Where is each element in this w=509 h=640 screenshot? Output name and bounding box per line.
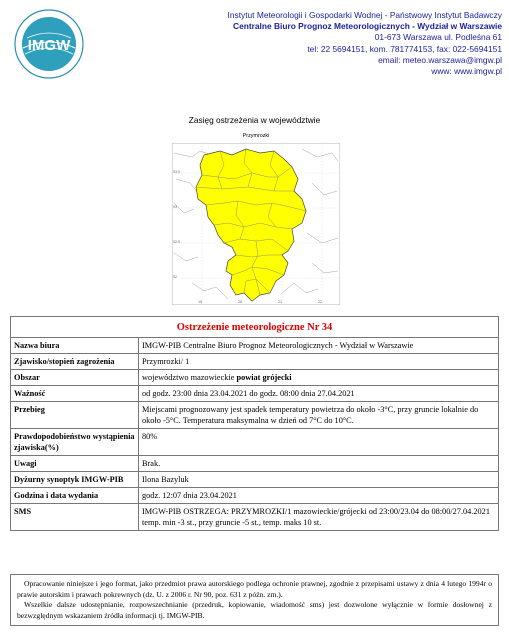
- svg-text:52.5: 52.5: [173, 240, 181, 244]
- row-key: Przebieg: [11, 402, 139, 429]
- voivodeship-map: [172, 143, 340, 305]
- website: www: www.imgw.pl: [431, 66, 502, 77]
- phones: tel: 22 5694151, kom. 781774153, fax: 022-5694151: [307, 43, 502, 54]
- area-voivodeship: województwo mazowieckie: [142, 373, 237, 382]
- row-key: Uwagi: [11, 456, 139, 472]
- row-value: [139, 370, 499, 386]
- svg-text:22: 22: [318, 300, 323, 304]
- imgw-logo: [13, 8, 85, 80]
- row-value: IMGW-PIB Centralne Biuro Prognoz Meteorologicznych - Wydział w Warszawie: [139, 338, 499, 354]
- map-label: Przymrozki: [242, 133, 270, 139]
- email: email: meteo.warszawa@imgw.pl: [378, 54, 502, 65]
- row-value: Brak.: [139, 456, 499, 472]
- office-name: Centralne Biuro Prognoz Meteorologicznych - Wydział w Warszawie: [233, 21, 502, 32]
- area-county: powiat grójecki: [236, 373, 292, 382]
- row-value: od godz. 23:00 dnia 23.04.2021 do godz. 08:00 dnia 27.04.2021: [139, 386, 499, 402]
- logo-text: IMGW: [27, 37, 71, 54]
- row-key: Ważność: [11, 386, 139, 402]
- institute-info: [172, 10, 502, 77]
- svg-text:19: 19: [198, 300, 203, 304]
- table-row: [11, 456, 499, 472]
- row-key: Dyżurny synoptyk IMGW-PIB: [11, 472, 139, 488]
- table-row: [11, 338, 499, 354]
- row-value: Miejscami prognozowany jest spadek temperatury powietrza do około -3°C, przy gruncie lokalnie do około -5°C. Temperatura maksymalna w dzień od 7°C do 10°C.: [139, 402, 499, 429]
- table-row: [11, 386, 499, 402]
- table-row: [11, 429, 499, 456]
- row-value: Ilona Bazyluk: [139, 472, 499, 488]
- table-row: [11, 370, 499, 386]
- row-value: 80%: [139, 429, 499, 456]
- institute-name: Instytut Meteorologii i Gospodarki Wodnej - Państwowy Instytut Badawczy: [227, 10, 502, 20]
- row-value: IMGW-PIB OSTRZEGA: PRZYMROZKI/1 mazowieckie/grójecki od 23:00/23.04 do 08:00/27.04.2021 temp. min -3 st., przy gruncie -5 st., temp. maks 10 st.: [139, 504, 499, 531]
- svg-text:20: 20: [238, 300, 243, 304]
- map-title: Zasięg ostrzeżenia w województwie: [188, 115, 321, 125]
- row-key: SMS: [11, 504, 139, 531]
- table-row: [11, 472, 499, 488]
- row-value: Przymrozki/ 1: [139, 354, 499, 370]
- svg-text:53.5: 53.5: [173, 170, 181, 174]
- row-key: Zjawisko/stopień zagrożenia: [11, 354, 139, 370]
- row-value: godz. 12:07 dnia 23.04.2021: [139, 488, 499, 504]
- table-row: [11, 354, 499, 370]
- row-key: Godzina i data wydania: [11, 488, 139, 504]
- table-row: [11, 488, 499, 504]
- svg-text:21: 21: [278, 300, 283, 304]
- copyright-paragraph: Opracowanie niniejsze i jego format, jako przedmiot prawa autorskiego podlega ochronie prawnej, zgodnie z przepisami ustawy z dnia 4 lutego 1994r o prawie autorskim i prawach pokrewnych (dz. U. z 2006 r. Nr 90, poz. 631 z późn. zm.).: [17, 579, 492, 599]
- warning-map: [172, 133, 340, 305]
- svg-text:53: 53: [173, 205, 178, 209]
- row-key: Prawdopodobieństwo wystąpienia zjawiska(%): [11, 429, 139, 456]
- svg-text:52: 52: [173, 275, 178, 279]
- table-row: [11, 504, 499, 531]
- warning-title: Ostrzeżenie meteorologiczne Nr 34: [11, 317, 499, 338]
- address: 01-673 Warszawa ul. Podleśna 61: [374, 32, 502, 43]
- row-key: Obszar: [11, 370, 139, 386]
- copyright-notice: [10, 574, 499, 626]
- warning-table: [10, 316, 499, 531]
- row-key: Nazwa biura: [11, 338, 139, 354]
- table-row: [11, 402, 499, 429]
- redistribution-paragraph: Wszelkie dalsze udostępnianie, rozpowszechnianie (przedruk, kopiowanie, wiadomość sms) jest dozwolone wyłącznie w formie dosłownej z bezwzględnym wskazaniem źródła informacji tj. IMGW-PIB.: [17, 600, 492, 620]
